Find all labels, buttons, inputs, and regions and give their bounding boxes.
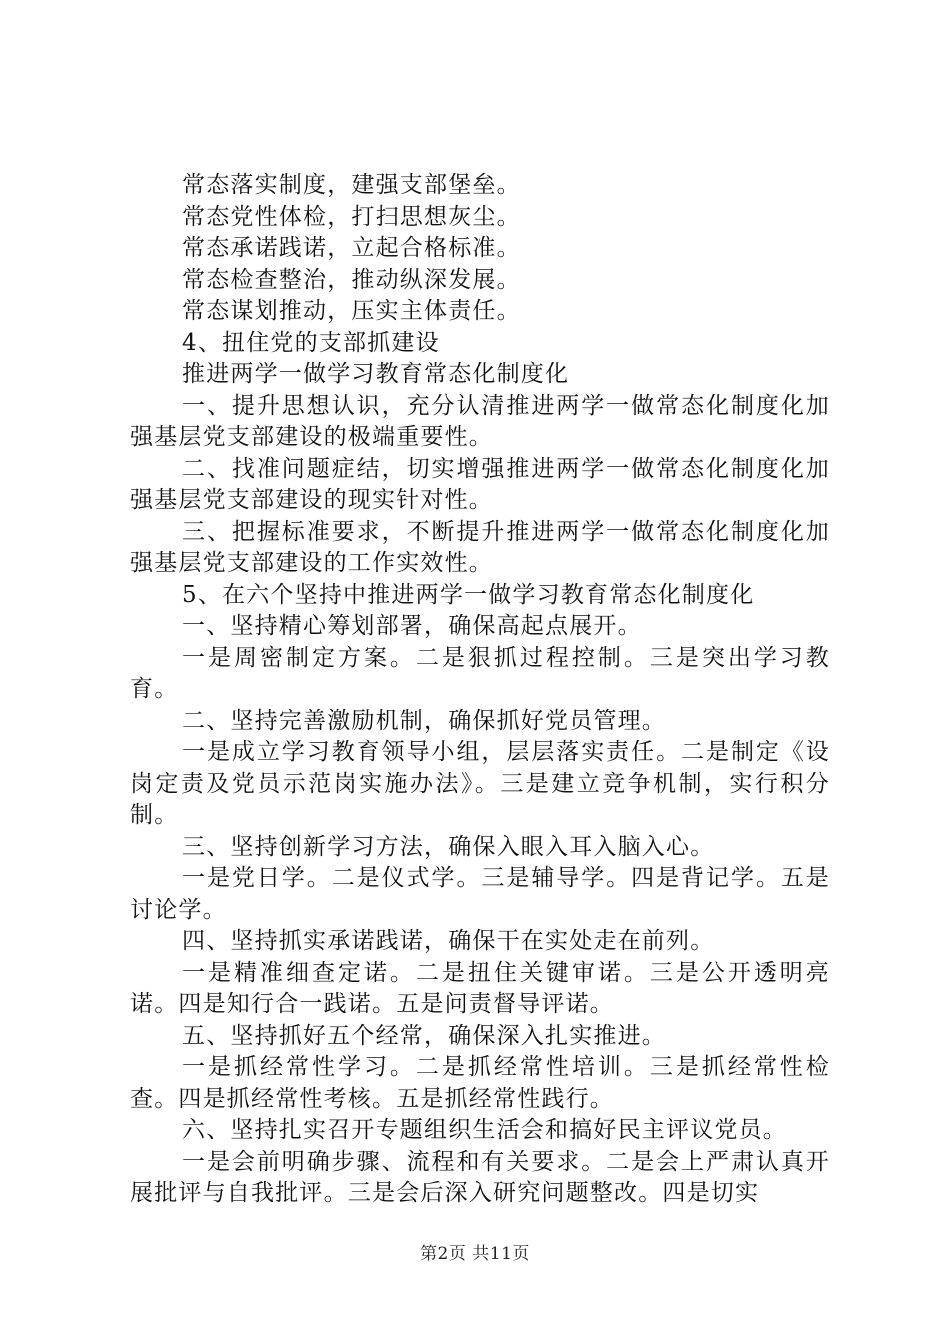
paragraph: 二、坚持完善激励机制，确保抓好党员管理。	[182, 707, 666, 734]
paragraph: 常态党性体检，打扫思想灰尘。	[182, 203, 521, 230]
section-heading: 4、扭住党的支部抓建设	[182, 329, 440, 356]
paragraph: 一是周密制定方案。二是狠抓过程控制。三是突出学习教育。	[130, 644, 830, 702]
section-heading: 5、在六个坚持中推进两学一做学习教育常态化制度化	[182, 581, 755, 608]
paragraph: 一是抓经常性学习。二是抓经常性培训。三是抓经常性检查。四是抓经常性考核。五是抓经常性践行。	[130, 1054, 830, 1112]
paragraph: 四、坚持抓实承诺践诺，确保干在实处走在前列。	[182, 928, 715, 954]
paragraph: 一是党日学。二是仪式学。三是辅导学。四是背记学。五是讨论学。	[130, 865, 830, 923]
paragraph: 一是精准细查定诺。二是扭住关键审诺。三是公开透明亮诺。四是知行合一践诺。五是问责督导评诺。	[130, 959, 830, 1017]
paragraph: 三、把握标准要求，不断提升推进两学一做常态化制度化加强基层党支部建设的工作实效性。	[130, 518, 830, 576]
paragraph: 常态检查整治，推动纵深发展。	[182, 266, 521, 293]
paragraph: 二、找准问题症结，切实增强推进两学一做常态化制度化加强基层党支部建设的现实针对性。	[130, 455, 830, 513]
paragraph: 常态谋划推动，压实主体责任。	[182, 298, 521, 324]
paragraph: 五、坚持抓好五个经常，确保深入扎实推进。	[182, 1022, 666, 1049]
paragraph: 一、提升思想认识，充分认清推进两学一做常态化制度化加强基层党支部建设的极端重要性。	[130, 392, 830, 450]
page-number-footer: 第2页 共11页	[420, 1244, 530, 1264]
section-subheading: 推进两学一做学习教育常态化制度化	[182, 361, 570, 387]
paragraph: 三、坚持创新学习方法，确保入眼入耳入脑入心。	[182, 833, 715, 860]
paragraph: 常态落实制度，建强支部堡垒。	[182, 172, 521, 198]
paragraph: 一是会前明确步骤、流程和有关要求。二是会上严肃认真开展批评与自我批评。三是会后深入研究问题整改。四是切实	[130, 1148, 830, 1206]
document-body	[130, 170, 830, 1210]
paragraph: 一是成立学习教育领导小组，层层落实责任。二是制定《设岗定责及党员示范岗实施办法》。三是建立竞争机制，实行积分制。	[130, 739, 830, 828]
paragraph: 六、坚持扎实召开专题组织生活会和搞好民主评议党员。	[182, 1117, 787, 1143]
paragraph: 常态承诺践诺，立起合格标准。	[182, 235, 521, 261]
paragraph: 一、坚持精心筹划部署，确保高起点展开。	[182, 613, 642, 639]
